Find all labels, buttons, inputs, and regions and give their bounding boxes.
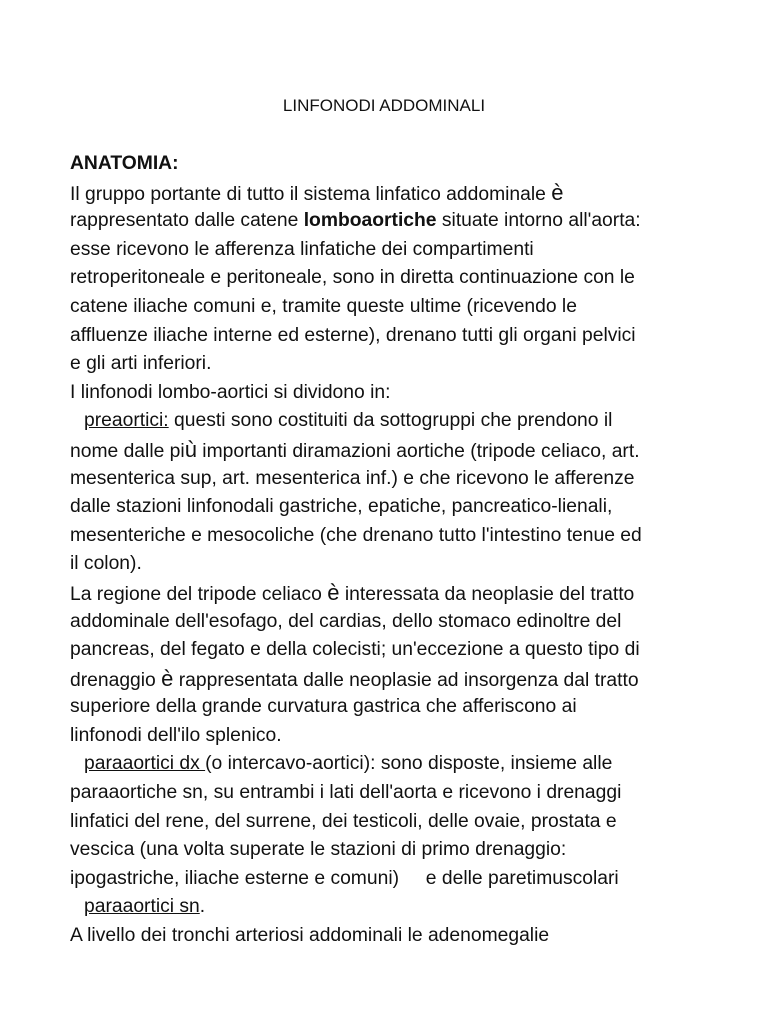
paragraph-line: paraaortici sn. bbox=[84, 896, 206, 918]
paragraph-line: affluenze iliache interne ed esterne), drenano tutti gli organi pelvici bbox=[70, 324, 636, 346]
paragraph-line: linfonodi dell'ilo splenico. bbox=[70, 724, 282, 746]
underlined-term: paraaortici dx bbox=[84, 753, 206, 775]
paragraph-line: mesenterica sup, art. mesenterica inf.) e che ricevono le afferenze bbox=[70, 467, 635, 489]
paragraph-line: rappresentato dalle catene lomboaortiche situate intorno all'aorta: bbox=[70, 210, 641, 232]
document-body bbox=[70, 150, 710, 951]
document-title: LINFONODI ADDOMINALI bbox=[282, 96, 486, 115]
underlined-term: paraaortici sn bbox=[84, 896, 200, 918]
paragraph-line: nome dalle più importanti diramazioni aortiche (tripode celiaco, art. bbox=[70, 436, 640, 462]
paragraph-line: esse ricevono le afferenza linfatiche dei compartimenti bbox=[70, 238, 534, 260]
paragraph-line: linfatici del rene, del surrene, dei testicoli, delle ovaie, prostata e bbox=[70, 810, 617, 832]
paragraph-line: superiore della grande curvatura gastrica che afferiscono ai bbox=[70, 696, 577, 718]
paragraph-line: dalle stazioni linfonodali gastriche, epatiche, pancreatico-lienali, bbox=[70, 496, 613, 518]
paragraph-line: paraaortiche sn, su entrambi i lati dell'aorta e ricevono i drenaggi bbox=[70, 782, 622, 804]
paragraph-line: catene iliache comuni e, tramite queste ultime (ricevendo le bbox=[70, 295, 577, 317]
paragraph-line: retroperitoneale e peritoneale, sono in diretta continuazione con le bbox=[70, 267, 635, 289]
paragraph-line: mesenteriche e mesocoliche (che drenano tutto l'intestino tenue ed bbox=[70, 524, 642, 546]
paragraph-line: addominale dell'esofago, del cardias, dello stomaco edinoltre del bbox=[70, 610, 622, 632]
paragraph-line: Il gruppo portante di tutto il sistema linfatico addominale è bbox=[70, 179, 564, 205]
paragraph-line: ipogastriche, iliache esterne e comuni) e delle paretimuscolari bbox=[70, 867, 619, 889]
section-heading: ANATOMIA: bbox=[70, 153, 179, 174]
paragraph-line: vescica (una volta superate le stazioni di primo drenaggio: bbox=[70, 839, 567, 861]
paragraph-line: La regione del tripode celiaco è interessata da neoplasie del tratto bbox=[70, 579, 635, 605]
paragraph-line: e gli arti inferiori. bbox=[70, 353, 212, 375]
paragraph-line: paraaortici dx (o intercavo-aortici): sono disposte, insieme alle bbox=[84, 753, 613, 775]
paragraph-line: drenaggio è rappresentata dalle neoplasie ad insorgenza dal tratto bbox=[70, 665, 639, 691]
paragraph-line: A livello dei tronchi arteriosi addominali le adenomegalie bbox=[70, 925, 550, 947]
paragraph-line: pancreas, del fegato e della colecisti; un'eccezione a questo tipo di bbox=[70, 639, 640, 661]
paragraph-line: I linfonodi lombo-aortici si dividono in: bbox=[70, 381, 391, 403]
paragraph-line: preaortici: questi sono costituiti da sottogruppi che prendono il bbox=[84, 410, 613, 432]
underlined-term: preaortici: bbox=[84, 410, 169, 432]
paragraph-line: il colon). bbox=[70, 553, 142, 575]
bold-term: lomboaortiche bbox=[303, 210, 437, 232]
